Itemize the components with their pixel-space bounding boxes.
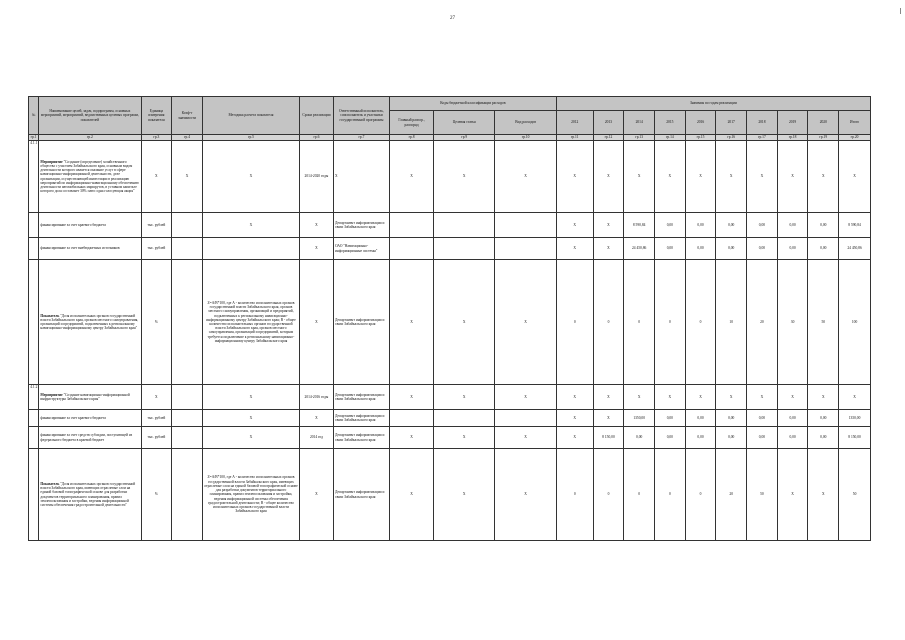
target-article-cell: X [434, 427, 495, 449]
column-number: гр.5 [202, 135, 299, 141]
row-number [29, 410, 39, 427]
coefficient-cell [172, 427, 203, 449]
column-number: гр.20 [839, 135, 871, 141]
year-value-cell: 0,00 [747, 427, 778, 449]
header-year: 2017 [716, 111, 747, 135]
header-year: 2014 [624, 111, 655, 135]
header-total: Итого [839, 111, 871, 135]
header-term: Сроки реализации [300, 97, 334, 135]
main-manager-cell: X [390, 260, 434, 385]
header-executor: Ответственный исполнитель, соисполнитель и участники государственной программы [333, 97, 389, 135]
column-number: гр.16 [716, 135, 747, 141]
column-number: гр.3 [141, 135, 172, 141]
column-number: гр.2 [39, 135, 141, 141]
year-value-cell: 0 [655, 260, 686, 385]
target-article-cell: X [434, 260, 495, 385]
year-value-cell: X [747, 141, 778, 213]
year-value-cell: X [624, 385, 655, 410]
year-value-cell: X [593, 213, 624, 238]
column-number: гр.1 [29, 135, 39, 141]
year-value-cell: X [777, 141, 808, 213]
coefficient-cell [172, 449, 203, 541]
header-values: Значения по годам реализации [556, 97, 870, 111]
year-value-cell: 30 [777, 260, 808, 385]
year-value-cell: 0,00 [655, 213, 686, 238]
main-manager-cell: X [390, 385, 434, 410]
year-value-cell: 24 450,86 [624, 238, 655, 260]
year-value-cell: X [777, 385, 808, 410]
header-expense-type: Вид расходов [495, 111, 556, 135]
table-row [29, 449, 871, 541]
executor-cell: Департамент информатизации и связи Забайкальского края [333, 213, 389, 238]
year-value-cell: 0,00 [808, 410, 839, 427]
table-row [29, 260, 871, 385]
term-cell: X [300, 213, 334, 238]
executor-cell: Департамент информатизации и связи Забайкальского края [333, 427, 389, 449]
coefficient-cell [172, 260, 203, 385]
year-value-cell: 0 [624, 260, 655, 385]
term-cell: X [300, 260, 334, 385]
row-type-label: Мероприятие [40, 392, 63, 397]
column-number: гр.12 [593, 135, 624, 141]
coefficient-cell [172, 213, 203, 238]
year-value-cell: 0,00 [808, 238, 839, 260]
unit-cell: % [141, 449, 172, 541]
row-description-text: "Создание (определение) хозяйственного общества с участием Забайкальского края, основным видом деятельности которого является оказание услуг в сфере навигационно-информационной деятельности, деле организации, осуществляющей инвестиции в реализацию мероприятий по информационно-навигационному обеспечению деятельности автомобильных маршрутов, в уставном капитале которого доля составляет 30% плюс одна голосующая акция" [40, 159, 139, 194]
header-target-article: Целевая статья [434, 111, 495, 135]
year-value-cell: X [808, 141, 839, 213]
table-row [29, 427, 871, 449]
target-article-cell: X [434, 141, 495, 213]
coefficient-cell [172, 410, 203, 427]
year-value-cell: X [747, 385, 778, 410]
year-value-cell: 0,00 [716, 410, 747, 427]
column-number: гр.6 [300, 135, 334, 141]
column-number: гр.13 [624, 135, 655, 141]
target-article-cell [434, 238, 495, 260]
row-description [39, 385, 141, 410]
method-cell: X [202, 427, 299, 449]
row-description-text: "Создание навигационно-информационной инфраструктуры Забайкальского края" [40, 392, 130, 401]
year-value-cell: X [624, 141, 655, 213]
row-number: 4.1.1 [29, 141, 39, 213]
year-value-cell: X [593, 238, 624, 260]
year-value-cell: 20 [747, 260, 778, 385]
executor-cell: ОАО "Навигационно-информационные системы" [333, 238, 389, 260]
column-number: гр.11 [556, 135, 593, 141]
year-value-cell: X [716, 141, 747, 213]
row-description-text: "Доля исполнительных органов государственной власти Забайкальского края, имеющих отраслевые слои на единой базовой топографической основе для разработки документов территориального планирования, правил землепользования и застройки, ведения информационной системы обеспечения градостроительной деятельности" [40, 481, 136, 507]
header-year: 2015 [655, 111, 686, 135]
table-row [29, 238, 871, 260]
method-cell: X [202, 410, 299, 427]
target-article-cell: X [434, 385, 495, 410]
header-unit: Единица измерения показателя [141, 97, 172, 135]
target-article-cell [434, 213, 495, 238]
term-cell: 2014-2016 годы [300, 385, 334, 410]
header-budget-codes: Коды бюджетной классификации расходов [390, 97, 557, 111]
year-value-cell: 0 [556, 260, 593, 385]
total-cell: 50 [839, 449, 871, 541]
row-description [39, 449, 141, 541]
table-row [29, 410, 871, 427]
year-value-cell: 8 590,84 [624, 213, 655, 238]
executor-cell: Департамент информатизации и связи Забайкальского края [333, 385, 389, 410]
total-cell: 8 150,00 [839, 427, 871, 449]
main-manager-cell: X [390, 141, 434, 213]
target-article-cell [434, 410, 495, 427]
year-value-cell: 0,00 [685, 427, 716, 449]
row-number [29, 427, 39, 449]
method-cell [202, 238, 299, 260]
year-value-cell: 0,00 [777, 410, 808, 427]
row-description [39, 260, 141, 385]
header-year: 2018 [747, 111, 778, 135]
term-cell: X [300, 238, 334, 260]
method-cell: Z=A/B*100, где А - количество исполнительных органов государственной власти Забайкальского края, органов местного самоуправления, организаций и предприятий, подключенных к региональному навигационно-информационному центру Забайкальского края; В - общее количество исполнительных органов государственной власти Забайкальского края, органов местного самоуправления, организаций и предприятий, которым требуется подключение к региональному навигационно-информационному центру Забайкальского края [202, 260, 299, 385]
method-cell: X [202, 213, 299, 238]
year-value-cell: 0,00 [624, 427, 655, 449]
year-value-cell: 0 [624, 449, 655, 541]
expense-type-cell: X [495, 385, 556, 410]
row-type-label: Показатель [40, 481, 60, 486]
main-manager-cell: X [390, 449, 434, 541]
expense-type-cell [495, 238, 556, 260]
year-value-cell: 0,00 [747, 213, 778, 238]
term-cell: 2014 год [300, 427, 334, 449]
year-value-cell: X [593, 385, 624, 410]
header-main-manager: Главный распор., распоряд [390, 111, 434, 135]
table-row [29, 213, 871, 238]
column-number: гр.7 [333, 135, 389, 141]
year-value-cell: X [556, 385, 593, 410]
total-cell: X [839, 141, 871, 213]
year-value-cell: X [556, 238, 593, 260]
year-value-cell: X [716, 385, 747, 410]
year-value-cell: 50 [747, 449, 778, 541]
table-body [29, 141, 871, 541]
year-value-cell: 0,00 [747, 238, 778, 260]
year-value-cell: X [556, 213, 593, 238]
row-type-label: Мероприятие [40, 159, 63, 164]
total-cell: 100 [839, 260, 871, 385]
header-num: № [29, 97, 39, 135]
year-value-cell: 0,00 [685, 410, 716, 427]
year-value-cell: 0,00 [685, 238, 716, 260]
year-value-cell: X [655, 385, 686, 410]
year-value-cell: 20 [716, 449, 747, 541]
year-value-cell: X [808, 449, 839, 541]
year-value-cell: 0 [593, 449, 624, 541]
column-number: гр.19 [808, 135, 839, 141]
year-value-cell: X [808, 385, 839, 410]
column-number: гр.14 [655, 135, 686, 141]
year-value-cell: 8 150,00 [593, 427, 624, 449]
header-coef: Коэф-т значимости [172, 97, 203, 135]
year-value-cell: X [685, 385, 716, 410]
row-number [29, 449, 39, 541]
row-number [29, 238, 39, 260]
year-value-cell: 0 [685, 449, 716, 541]
row-description [39, 141, 141, 213]
method-cell: Z=A/B*100, где А - количество исполнительных органов государственной власти Забайкальского края, имеющих отраслевые слои на единой базовой топографической основе для разработки документов территориального планирования, правил землепользования и застройки, ведения информационной системы обеспечения градостроительной деятельности; В - общее количество исполнительных органов государственной власти Забайкальского края [202, 449, 299, 541]
column-number: гр.15 [685, 135, 716, 141]
year-value-cell: 0,00 [685, 213, 716, 238]
year-value-cell: 0,00 [716, 238, 747, 260]
year-value-cell: 0,00 [655, 427, 686, 449]
coefficient-cell: X [172, 141, 203, 213]
method-cell: X [202, 385, 299, 410]
row-description [39, 427, 141, 449]
year-value-cell: 0,00 [777, 213, 808, 238]
year-value-cell: 0 [685, 260, 716, 385]
main-manager-cell [390, 410, 434, 427]
year-value-cell: X [685, 141, 716, 213]
year-value-cell: 0 [593, 260, 624, 385]
executor-cell: X [333, 141, 389, 213]
expense-type-cell [495, 410, 556, 427]
row-description-text: финансирование за счет внебюджетных источников [40, 246, 120, 251]
scan-edge-mark [900, 8, 901, 14]
main-manager-cell [390, 238, 434, 260]
row-number [29, 260, 39, 385]
table-row [29, 141, 871, 213]
row-description [39, 238, 141, 260]
target-article-cell: X [434, 449, 495, 541]
unit-cell: тыс. рублей [141, 238, 172, 260]
unit-cell: X [141, 385, 172, 410]
main-manager-cell: X [390, 427, 434, 449]
row-number: 4.1.2 [29, 385, 39, 410]
expense-type-cell: X [495, 260, 556, 385]
term-cell: X [300, 410, 334, 427]
header-year: 2016 [685, 111, 716, 135]
term-cell: X [300, 449, 334, 541]
year-value-cell: 0,00 [716, 213, 747, 238]
year-value-cell: 50 [808, 260, 839, 385]
table-row [29, 385, 871, 410]
row-description [39, 213, 141, 238]
header-year: 2020 [808, 111, 839, 135]
row-description-text: финансирование за счет краевого бюджета [40, 222, 106, 227]
header-year: 2019 [777, 111, 808, 135]
term-cell: 2014-2020 годы [300, 141, 334, 213]
unit-cell: тыс. рублей [141, 410, 172, 427]
unit-cell: X [141, 141, 172, 213]
column-number: гр.8 [390, 135, 434, 141]
unit-cell: тыс. рублей [141, 427, 172, 449]
year-value-cell: 0 [655, 449, 686, 541]
year-value-cell: X [593, 410, 624, 427]
total-cell: 1350,00 [839, 410, 871, 427]
total-cell: 8 590,84 [839, 213, 871, 238]
unit-cell: % [141, 260, 172, 385]
page-number: 27 [450, 16, 455, 21]
year-value-cell: 0,00 [716, 427, 747, 449]
year-value-cell: X [593, 141, 624, 213]
main-manager-cell [390, 213, 434, 238]
total-cell: X [839, 385, 871, 410]
header-method: Методика расчета показателя [202, 97, 299, 135]
year-value-cell: 1350,00 [624, 410, 655, 427]
row-number [29, 213, 39, 238]
program-table [28, 96, 871, 541]
year-value-cell: 0,00 [808, 427, 839, 449]
year-value-cell: 0,00 [777, 238, 808, 260]
expense-type-cell [495, 213, 556, 238]
unit-cell: тыс. рублей [141, 213, 172, 238]
method-cell: X [202, 141, 299, 213]
executor-cell: Департамент информатизации и связи Забайкальского края [333, 449, 389, 541]
row-description [39, 410, 141, 427]
header-name: Наименование целей, задач, подпрограмм, основных мероприятий, мероприятий, ведомственных целевых программ, показателей [39, 97, 141, 135]
total-cell: 24 450,86 [839, 238, 871, 260]
executor-cell: Департамент информатизации и связи Забайкальского края [333, 260, 389, 385]
year-value-cell: 10 [716, 260, 747, 385]
year-value-cell: X [556, 427, 593, 449]
column-number: гр.18 [777, 135, 808, 141]
year-value-cell: 0 [556, 449, 593, 541]
header-year: 2013 [593, 111, 624, 135]
year-value-cell: X [655, 141, 686, 213]
column-number: гр.17 [747, 135, 778, 141]
expense-type-cell: X [495, 427, 556, 449]
column-number: гр.10 [495, 135, 556, 141]
year-value-cell: X [556, 141, 593, 213]
expense-type-cell: X [495, 449, 556, 541]
coefficient-cell [172, 238, 203, 260]
year-value-cell: X [556, 410, 593, 427]
year-value-cell: 0,00 [655, 410, 686, 427]
row-type-label: Показатель [40, 313, 60, 318]
column-number: гр.9 [434, 135, 495, 141]
row-description-text: финансирование за счет краевого бюджета [40, 415, 106, 420]
header-year: 2012 [556, 111, 593, 135]
column-number: гр.4 [172, 135, 203, 141]
expense-type-cell: X [495, 141, 556, 213]
coefficient-cell [172, 385, 203, 410]
year-value-cell: 0,00 [808, 213, 839, 238]
year-value-cell: 0,00 [777, 427, 808, 449]
year-value-cell: X [777, 449, 808, 541]
year-value-cell: 0,00 [655, 238, 686, 260]
row-description-text: финансирование за счет средств субсидии, поступающей из федерального бюджета в краевой бюджет [40, 433, 133, 442]
row-description-text: "Доля исполнительных органов государственной власти Забайкальского края, органов местного самоуправления, организаций и предприятий, подключенных к региональному навигационно-информационному центру Забайкальского края" [40, 313, 139, 331]
executor-cell: Департамент информатизации и связи Забайкальского края [333, 410, 389, 427]
year-value-cell: 0,00 [747, 410, 778, 427]
